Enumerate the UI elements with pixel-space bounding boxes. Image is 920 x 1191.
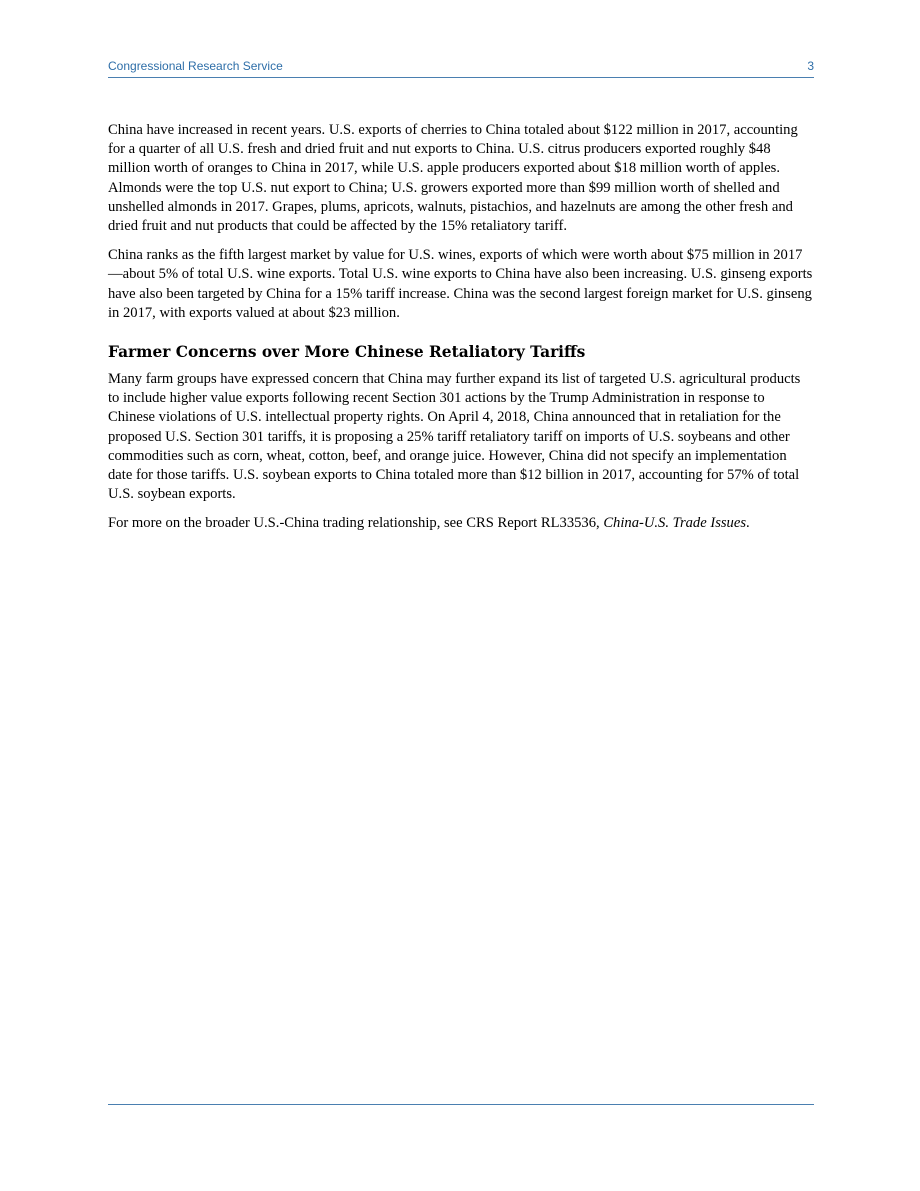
paragraph-wine-ginseng: China ranks as the fifth largest market by value for U.S. wines, exports of which were worth about $75 million in 2017—about 5% of total U.S. wine exports. Total U.S. wine exports to China have also been increasing. U.S. ginseng exports have also been targeted by China for a 15% tariff increase. China was the second largest foreign market for U.S. ginseng in 2017, with exports valued at about $23 million. [108, 247, 813, 321]
reference-suffix: . [746, 515, 750, 532]
document-body [108, 121, 814, 544]
footer-rule [108, 1104, 814, 1105]
header-org-name: Congressional Research Service [108, 59, 283, 73]
header-page-number: 3 [807, 59, 814, 73]
page-header [108, 57, 814, 78]
paragraph-farmer-concerns: Many farm groups have expressed concern that China may further expand its list of targeted U.S. agricultural products to include higher value exports following recent Section 301 actions by the Trump Administration in response to Chinese violations of U.S. intellectual property rights. On April 4, 2018, China announced that in retaliation for the proposed U.S. Section 301 tariffs, it is proposing a 25% tariff retaliatory tariff on imports of U.S. soybeans and other commodities such as corn, wheat, cotton, beef, and orange juice. However, China did not specify an implementation date for those tariffs. U.S. soybean exports to China totaled more than $12 billion in 2017, accounting for 57% of total U.S. soybean exports. [108, 371, 801, 503]
paragraph-fruit-exports: China have increased in recent years. U.S. exports of cherries to China totaled about $122 million in 2017, accounting for a quarter of all U.S. fresh and dried fruit and nut exports to China. U.S. citrus producers exported roughly $48 million worth of oranges to China in 2017, while U.S. apple producers exported about $18 million worth of apples. Almonds were the top U.S. nut export to China; U.S. growers exported more than $99 million worth of shelled and unshelled almonds in 2017. Grapes, plums, apricots, walnuts, pistachios, and hazelnuts are among the other fresh and dried fruit and nut products that could be affected by the 15% retaliatory tariff. [108, 122, 798, 235]
paragraph-crs-reference [108, 514, 814, 533]
reference-prefix: For more on the broader U.S.-China trading relationship, see CRS Report RL33536, [108, 515, 604, 532]
section-heading: Farmer Concerns over More Chinese Retaliatory Tariffs [108, 343, 586, 362]
report-title: China-U.S. Trade Issues [603, 515, 747, 532]
